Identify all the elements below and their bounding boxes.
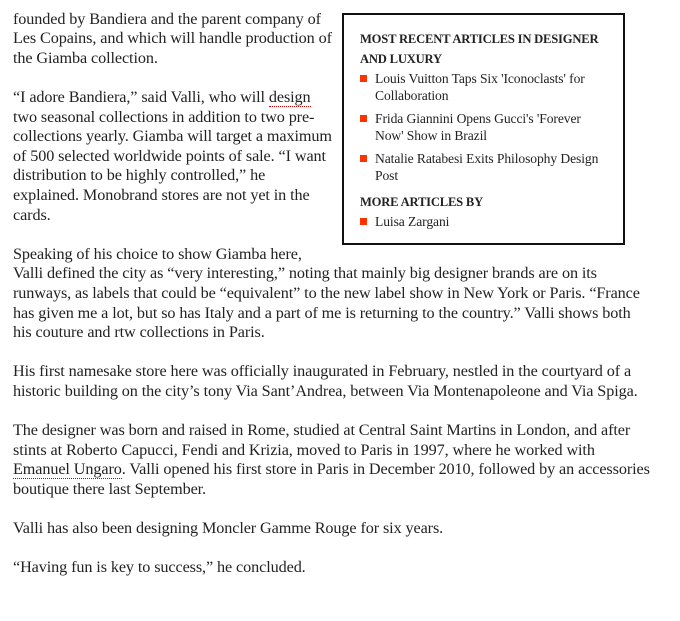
article-paragraph: Speaking of his choice to show Giamba here, Valli defined the city as “very interesting,” noting that mainly big designer brands are on its runways, as labels that could be “equivalent” to the new label show in New York or Paris. “France has given me a lot, but so has Italy and a part of me is returning to the country.” Valli shows both his couture and rtw collections in Paris. — [13, 244, 640, 342]
article-body — [13, 0, 653, 597]
article-paragraph: “I adore Bandiera,” said Valli, who will design two seasonal collections in addition to two pre-collections yearly. Giamba will target a maximum of 500 selected worldwide points of sale. “I want distribution to be highly controlled,” he explained. Monobrand stores are not yet in the cards. — [13, 87, 332, 224]
most-recent-heading: MOST RECENT ARTICLES IN DESIGNER AND LUXURY — [360, 32, 599, 66]
inline-link-design[interactable]: design — [268, 87, 311, 106]
article-paragraph: founded by Bandiera and the parent company of Les Copains, and which will handle production of the Giamba collection. — [13, 9, 332, 67]
most-recent-list — [360, 71, 609, 184]
related-article-title[interactable]: Natalie Ratabesi Exits Philosophy Design Post — [375, 151, 599, 183]
related-article-title[interactable]: Frida Giannini Opens Gucci's 'Forever Now' Show in Brazil — [375, 111, 581, 143]
square-bullet-icon — [360, 115, 367, 122]
inline-link-emanuel-ungaro[interactable]: Emanuel Ungaro — [13, 460, 122, 479]
article-paragraph: The designer was born and raised in Rome, studied at Central Saint Martins in London, and after stints at Roberto Capucci, Fendi and Krizia, moved to Paris in 1997, where he worked with Emanuel Ungaro. Valli opened his first store in Paris in December 2010, followed by an accessories boutique there last September. — [13, 421, 650, 498]
article-paragraph: “Having fun is key to success,” he concluded. — [13, 558, 306, 577]
related-article-title[interactable]: Louis Vuitton Taps Six 'Iconoclasts' for Collaboration — [375, 71, 585, 103]
related-article-link[interactable] — [360, 151, 609, 184]
article-paragraph: Valli has also been designing Moncler Gamme Rouge for six years. — [13, 519, 444, 538]
related-article-link[interactable] — [360, 71, 609, 104]
more-by-list — [360, 214, 609, 231]
related-articles-box — [342, 13, 625, 245]
square-bullet-icon — [360, 155, 367, 162]
author-link[interactable] — [360, 214, 609, 231]
author-name[interactable]: Luisa Zargani — [375, 214, 450, 229]
more-articles-by-heading: MORE ARTICLES BY — [360, 195, 484, 209]
square-bullet-icon — [360, 75, 367, 82]
square-bullet-icon — [360, 218, 367, 225]
article-paragraph: His first namesake store here was officially inaugurated in February, nestled in the courtyard of a historic building on the city’s tony Via Sant’Andrea, between Via Montenapoleone and Via Spiga. — [13, 362, 638, 400]
related-article-link[interactable] — [360, 111, 609, 144]
